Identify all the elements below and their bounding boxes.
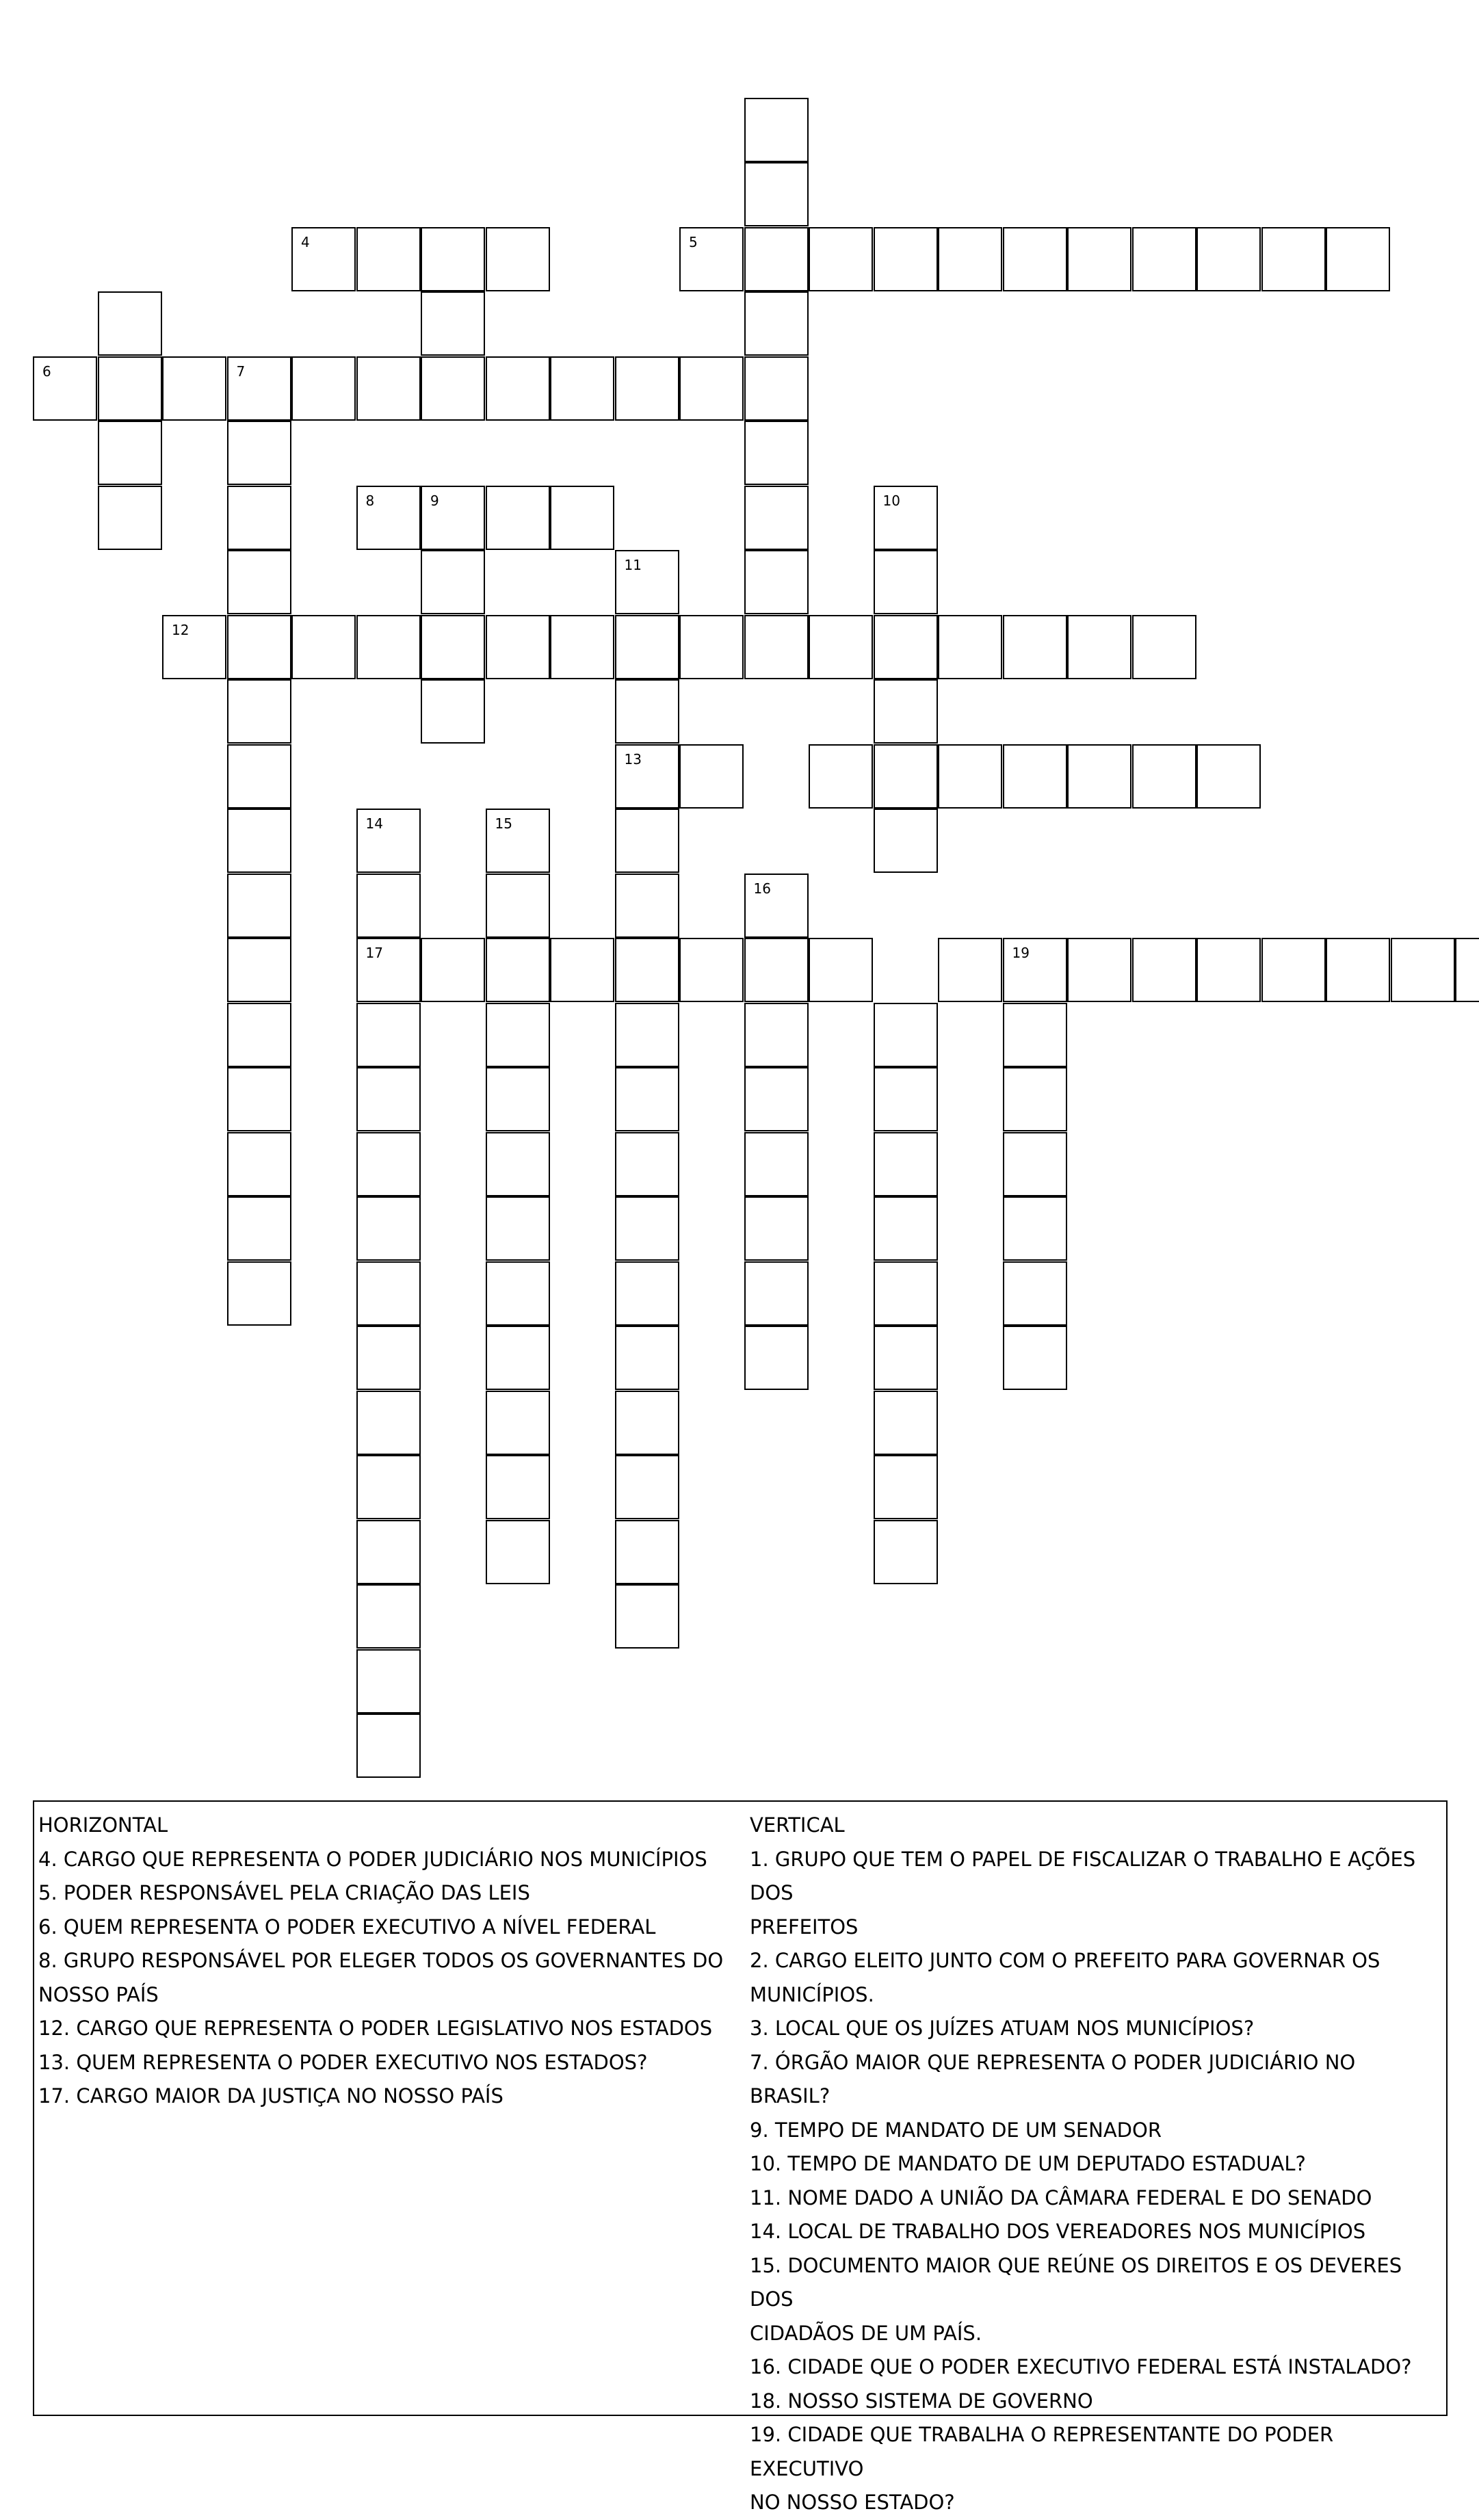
crossword-cell[interactable] bbox=[938, 615, 1002, 679]
crossword-cell[interactable] bbox=[486, 1391, 550, 1455]
crossword-cell[interactable] bbox=[615, 1132, 679, 1196]
crossword-cell[interactable] bbox=[744, 1067, 809, 1131]
crossword-cell[interactable] bbox=[679, 227, 744, 291]
crossword-cell[interactable] bbox=[615, 1261, 679, 1326]
crossword-cell[interactable] bbox=[486, 356, 550, 421]
crossword-cell[interactable] bbox=[1196, 227, 1261, 291]
crossword-cell[interactable] bbox=[1132, 615, 1196, 679]
crossword-cell[interactable] bbox=[744, 421, 809, 485]
crossword-cell[interactable] bbox=[356, 1261, 421, 1326]
crossword-cell[interactable] bbox=[486, 1261, 550, 1326]
crossword-cell[interactable] bbox=[744, 1003, 809, 1067]
crossword-cell[interactable] bbox=[356, 1649, 421, 1714]
crossword-cell[interactable] bbox=[486, 1067, 550, 1131]
crossword-cell[interactable] bbox=[615, 1455, 679, 1519]
clue-number: 12 bbox=[172, 621, 189, 638]
crossword-cell[interactable] bbox=[356, 1714, 421, 1778]
crossword-cell[interactable] bbox=[291, 615, 356, 679]
crossword-cell[interactable] bbox=[615, 809, 679, 873]
crossword-cell[interactable] bbox=[356, 1067, 421, 1131]
crossword-cell[interactable] bbox=[486, 227, 550, 291]
clue-number: 6 bbox=[42, 363, 51, 380]
crossword-cell[interactable] bbox=[1067, 227, 1131, 291]
crossword-cell[interactable] bbox=[227, 615, 291, 679]
crossword-cell[interactable] bbox=[615, 1003, 679, 1067]
crossword-cell[interactable] bbox=[1326, 938, 1390, 1002]
crossword-cell[interactable] bbox=[615, 1067, 679, 1131]
crossword-cell[interactable] bbox=[809, 938, 873, 1002]
crossword-cell[interactable] bbox=[162, 615, 226, 679]
crossword-cell[interactable] bbox=[421, 550, 485, 614]
crossword-cell[interactable] bbox=[421, 486, 485, 550]
crossword-cell[interactable] bbox=[227, 550, 291, 614]
crossword-cell[interactable] bbox=[1003, 1326, 1067, 1390]
crossword-cell[interactable] bbox=[98, 356, 162, 421]
horizontal-clues bbox=[38, 1809, 743, 2114]
vertical-clue-line: MUNICÍPIOS. bbox=[750, 1982, 874, 2006]
crossword-cell[interactable] bbox=[874, 809, 938, 873]
crossword-cell[interactable] bbox=[615, 744, 679, 809]
vertical-clue-line: PREFEITOS bbox=[750, 1915, 859, 1939]
horizontal-clue-line: 4. CARGO QUE REPRESENTA O PODER JUDICIÁRIO NOS MUNICÍPIOS bbox=[38, 1847, 707, 1871]
crossword-cell[interactable] bbox=[744, 1132, 809, 1196]
crossword-cell[interactable] bbox=[421, 291, 485, 356]
crossword-cell[interactable] bbox=[550, 356, 614, 421]
crossword-cell[interactable] bbox=[615, 1520, 679, 1584]
crossword-cell[interactable] bbox=[291, 227, 356, 291]
crossword-cell[interactable] bbox=[291, 356, 356, 421]
crossword-cell[interactable] bbox=[615, 615, 679, 679]
crossword-cell[interactable] bbox=[356, 1520, 421, 1584]
crossword-cell[interactable] bbox=[1003, 1003, 1067, 1067]
crossword-cell[interactable] bbox=[356, 809, 421, 873]
crossword-cell[interactable] bbox=[1132, 227, 1196, 291]
crossword-cell[interactable] bbox=[1003, 744, 1067, 809]
crossword-cell[interactable] bbox=[679, 938, 744, 1002]
crossword-cell[interactable] bbox=[679, 615, 744, 679]
clues-box bbox=[33, 1800, 1448, 2514]
vertical-clue-line: 15. DOCUMENTO MAIOR QUE REÚNE OS DIREITOS E OS DEVERES DOS bbox=[750, 2253, 1402, 2311]
crossword-cell[interactable] bbox=[615, 1196, 679, 1261]
crossword-cell[interactable] bbox=[809, 227, 873, 291]
crossword-cell[interactable] bbox=[486, 1132, 550, 1196]
horizontal-clue-line: 12. CARGO QUE REPRESENTA O PODER LEGISLATIVO NOS ESTADOS bbox=[38, 2017, 713, 2040]
crossword-cell[interactable] bbox=[421, 356, 485, 421]
crossword-cell[interactable] bbox=[421, 938, 485, 1002]
clue-number: 17 bbox=[365, 945, 383, 961]
crossword-cell[interactable] bbox=[356, 615, 421, 679]
crossword-cell[interactable] bbox=[615, 874, 679, 938]
crossword-cell[interactable] bbox=[874, 486, 938, 550]
crossword-cell[interactable] bbox=[162, 356, 226, 421]
vertical-clue-line: 18. NOSSO SISTEMA DE GOVERNO bbox=[750, 2389, 1093, 2413]
crossword-cell[interactable] bbox=[356, 356, 421, 421]
crossword-cell[interactable] bbox=[1003, 615, 1067, 679]
crossword-cell[interactable] bbox=[874, 1391, 938, 1455]
crossword-cell[interactable] bbox=[227, 874, 291, 938]
clue-number: 4 bbox=[301, 233, 310, 250]
clue-number: 13 bbox=[624, 750, 642, 767]
crossword-cell[interactable] bbox=[744, 162, 809, 226]
crossword-cell[interactable] bbox=[486, 938, 550, 1002]
crossword-cell[interactable] bbox=[744, 874, 809, 938]
crossword-cell[interactable] bbox=[874, 744, 938, 809]
crossword-cell[interactable] bbox=[486, 874, 550, 938]
crossword-cell[interactable] bbox=[98, 486, 162, 550]
crossword-cell[interactable] bbox=[1132, 744, 1196, 809]
crossword-cell[interactable] bbox=[874, 1132, 938, 1196]
crossword-cell[interactable] bbox=[1067, 938, 1131, 1002]
crossword-cell[interactable] bbox=[1326, 227, 1390, 291]
vertical-clue-line: 16. CIDADE QUE O PODER EXECUTIVO FEDERAL ESTÁ INSTALADO? bbox=[750, 2355, 1412, 2378]
crossword-cell[interactable] bbox=[938, 938, 1002, 1002]
crossword-cell[interactable] bbox=[744, 356, 809, 421]
crossword-cell[interactable] bbox=[874, 227, 938, 291]
crossword-cell[interactable] bbox=[938, 744, 1002, 809]
horizontal-clue-line: 5. PODER RESPONSÁVEL PELA CRIAÇÃO DAS LEIS bbox=[38, 1881, 530, 1904]
crossword-cell[interactable] bbox=[227, 1003, 291, 1067]
crossword-cell[interactable] bbox=[227, 356, 291, 421]
crossword-cell[interactable] bbox=[744, 938, 809, 1002]
crossword-cell[interactable] bbox=[1067, 744, 1131, 809]
vertical-clues bbox=[750, 1809, 1441, 2520]
crossword-cell[interactable] bbox=[98, 421, 162, 485]
crossword-cell[interactable] bbox=[98, 291, 162, 356]
crossword-cell[interactable] bbox=[1003, 1196, 1067, 1261]
vertical-clue-line: 14. LOCAL DE TRABALHO DOS VEREADORES NOS MUNICÍPIOS bbox=[750, 2220, 1366, 2243]
crossword-cell[interactable] bbox=[615, 1391, 679, 1455]
vertical-clue-line: 7. ÓRGÃO MAIOR QUE REPRESENTA O PODER JUDICIÁRIO NO BRASIL? bbox=[750, 2050, 1356, 2108]
crossword-cell[interactable] bbox=[486, 1455, 550, 1519]
crossword-cell[interactable] bbox=[938, 227, 1002, 291]
crossword-cell[interactable] bbox=[1003, 1067, 1067, 1131]
crossword-cell[interactable] bbox=[227, 1132, 291, 1196]
clue-number: 15 bbox=[495, 815, 512, 832]
crossword-cell[interactable] bbox=[486, 809, 550, 873]
crossword-cell[interactable] bbox=[227, 1196, 291, 1261]
crossword-cell[interactable] bbox=[1003, 1132, 1067, 1196]
vertical-clue-line: 1. GRUPO QUE TEM O PAPEL DE FISCALIZAR O TRABALHO E AÇÕES DOS bbox=[750, 1847, 1416, 1904]
crossword-cell[interactable] bbox=[1003, 227, 1067, 291]
clue-number: 11 bbox=[624, 557, 642, 573]
horizontal-clue-line: 13. QUEM REPRESENTA O PODER EXECUTIVO NOS ESTADOS? bbox=[38, 2050, 648, 2074]
crossword-cell[interactable] bbox=[874, 1326, 938, 1390]
crossword-cell[interactable] bbox=[874, 1067, 938, 1131]
crossword-cell[interactable] bbox=[486, 1326, 550, 1390]
crossword-cell[interactable] bbox=[1261, 938, 1326, 1002]
clue-number: 5 bbox=[689, 233, 698, 250]
crossword-cell[interactable] bbox=[486, 1520, 550, 1584]
clue-number: 19 bbox=[1012, 945, 1030, 961]
crossword-cell[interactable] bbox=[615, 1326, 679, 1390]
crossword-cell[interactable] bbox=[809, 744, 873, 809]
crossword-cell[interactable] bbox=[744, 550, 809, 614]
crossword-cell[interactable] bbox=[356, 486, 421, 550]
crossword-cell[interactable] bbox=[615, 356, 679, 421]
crossword-cell[interactable] bbox=[874, 1196, 938, 1261]
crossword-cell[interactable] bbox=[1003, 938, 1067, 1002]
crossword-cell[interactable] bbox=[744, 1196, 809, 1261]
vertical-clue-line: 11. NOME DADO A UNIÃO DA CÂMARA FEDERAL E DO SENADO bbox=[750, 2186, 1372, 2209]
crossword-cell[interactable] bbox=[486, 486, 550, 550]
crossword-cell[interactable] bbox=[356, 874, 421, 938]
crossword-cell[interactable] bbox=[874, 550, 938, 614]
clue-number: 8 bbox=[365, 492, 375, 509]
crossword-cell[interactable] bbox=[356, 1196, 421, 1261]
crossword-cell[interactable] bbox=[421, 679, 485, 744]
crossword-cell[interactable] bbox=[1003, 1261, 1067, 1326]
crossword-cell[interactable] bbox=[486, 615, 550, 679]
crossword-cell[interactable] bbox=[550, 615, 614, 679]
clue-number: 14 bbox=[365, 815, 383, 832]
crossword-cell[interactable] bbox=[356, 1132, 421, 1196]
crossword-cell[interactable] bbox=[227, 1261, 291, 1326]
crossword-cell[interactable] bbox=[227, 486, 291, 550]
vertical-clue-line: 3. LOCAL QUE OS JUÍZES ATUAM NOS MUNICÍPIOS? bbox=[750, 2017, 1255, 2040]
crossword-cell[interactable] bbox=[421, 227, 485, 291]
crossword-cell[interactable] bbox=[615, 679, 679, 744]
crossword-cell[interactable] bbox=[874, 1261, 938, 1326]
crossword-cell[interactable] bbox=[486, 1003, 550, 1067]
horizontal-clue-line: 17. CARGO MAIOR DA JUSTIÇA NO NOSSO PAÍS bbox=[38, 2084, 503, 2108]
crossword-cell[interactable] bbox=[421, 615, 485, 679]
crossword-cell[interactable] bbox=[744, 615, 809, 679]
vertical-clue-line: 19. CIDADE QUE TRABALHA O REPRESENTANTE DO PODER EXECUTIVO bbox=[750, 2423, 1334, 2480]
vertical-clue-line: NO NOSSO ESTADO? bbox=[750, 2491, 955, 2514]
crossword-cell[interactable] bbox=[356, 1584, 421, 1649]
crossword-cell[interactable] bbox=[679, 356, 744, 421]
crossword-cell[interactable] bbox=[356, 227, 421, 291]
crossword-cell[interactable] bbox=[874, 1003, 938, 1067]
crossword-cell[interactable] bbox=[356, 938, 421, 1002]
vertical-clue-line: 10. TEMPO DE MANDATO DE UM DEPUTADO ESTADUAL? bbox=[750, 2152, 1306, 2175]
crossword-cell[interactable] bbox=[356, 1326, 421, 1390]
crossword-cell[interactable] bbox=[227, 421, 291, 485]
clue-number: 10 bbox=[882, 492, 900, 509]
horizontal-clue-line: NOSSO PAÍS bbox=[38, 1982, 159, 2006]
crossword-cell[interactable] bbox=[874, 615, 938, 679]
horizontal-clue-line: 8. GRUPO RESPONSÁVEL POR ELEGER TODOS OS GOVERNANTES DO bbox=[38, 1949, 724, 1972]
crossword-cell[interactable] bbox=[550, 486, 614, 550]
crossword-cell[interactable] bbox=[615, 550, 679, 614]
crossword-cell[interactable] bbox=[744, 1261, 809, 1326]
crossword-cell[interactable] bbox=[744, 1326, 809, 1390]
vertical-clue-line: CIDADÃOS DE UM PAÍS. bbox=[750, 2321, 982, 2345]
crossword-cell[interactable] bbox=[744, 98, 809, 162]
crossword-cell[interactable] bbox=[33, 356, 97, 421]
crossword-cell[interactable] bbox=[809, 615, 873, 679]
crossword-cell[interactable] bbox=[227, 744, 291, 809]
crossword-cell[interactable] bbox=[874, 1520, 938, 1584]
crossword-cell[interactable] bbox=[1261, 227, 1326, 291]
crossword-cell[interactable] bbox=[679, 744, 744, 809]
crossword-cell[interactable] bbox=[356, 1003, 421, 1067]
clue-number: 9 bbox=[430, 492, 439, 509]
crossword-cell[interactable] bbox=[356, 1455, 421, 1519]
crossword-cell[interactable] bbox=[874, 1455, 938, 1519]
clue-number: 16 bbox=[753, 880, 771, 897]
horizontal-heading: HORIZONTAL bbox=[38, 1813, 168, 1837]
clue-number: 7 bbox=[236, 363, 246, 380]
crossword-cell[interactable] bbox=[550, 938, 614, 1002]
crossword-cell[interactable] bbox=[1391, 938, 1455, 1002]
crossword-cell[interactable] bbox=[744, 486, 809, 550]
crossword-cell[interactable] bbox=[227, 938, 291, 1002]
crossword-cell[interactable] bbox=[615, 938, 679, 1002]
vertical-clue-line: 9. TEMPO DE MANDATO DE UM SENADOR bbox=[750, 2118, 1162, 2142]
crossword-cell[interactable] bbox=[227, 679, 291, 744]
crossword-cell[interactable] bbox=[1455, 938, 1479, 1002]
vertical-clue-line: 2. CARGO ELEITO JUNTO COM O PREFEITO PARA GOVERNAR OS bbox=[750, 1949, 1380, 1972]
horizontal-clue-line: 6. QUEM REPRESENTA O PODER EXECUTIVO A NÍVEL FEDERAL bbox=[38, 1915, 656, 1939]
crossword-cell[interactable] bbox=[227, 809, 291, 873]
crossword-cell[interactable] bbox=[1132, 938, 1196, 1002]
crossword-cell[interactable] bbox=[1196, 744, 1261, 809]
crossword-cell[interactable] bbox=[1067, 615, 1131, 679]
crossword-cell[interactable] bbox=[744, 227, 809, 291]
vertical-heading: VERTICAL bbox=[750, 1813, 845, 1837]
crossword-cell[interactable] bbox=[874, 679, 938, 744]
crossword-cell[interactable] bbox=[1196, 938, 1261, 1002]
crossword-cell[interactable] bbox=[227, 1067, 291, 1131]
crossword-cell[interactable] bbox=[486, 1196, 550, 1261]
crossword-cell[interactable] bbox=[356, 1391, 421, 1455]
crossword-cell[interactable] bbox=[615, 1584, 679, 1649]
crossword-cell[interactable] bbox=[744, 291, 809, 356]
